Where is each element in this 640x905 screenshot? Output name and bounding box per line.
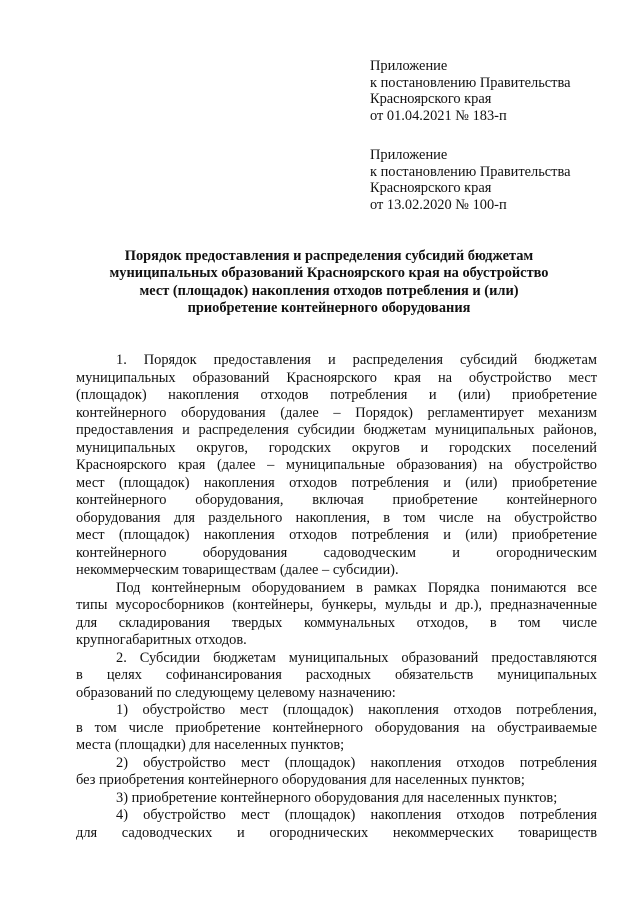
paragraph-3 bbox=[76, 650, 597, 703]
text-line: в том числе приобретение контейнерного оборудования на обустраиваемые bbox=[76, 719, 597, 736]
appendix-region: Красноярского края bbox=[370, 91, 492, 108]
title-line: Порядок предоставления и распределения субсидий бюджетам bbox=[124, 248, 534, 264]
appendix-note-original bbox=[370, 147, 632, 213]
text-line: места (площадки) для населенных пунктов; bbox=[76, 737, 345, 753]
text-line: для садоводческих и огороднических некоммерческих товариществ bbox=[76, 824, 597, 841]
text-line: образований по следующему целевому назначению: bbox=[76, 684, 396, 701]
text-line: контейнерного оборудования, включая приобретение контейнерного bbox=[76, 492, 597, 508]
text-line: муниципальных образований Красноярского края на обустройство мест bbox=[76, 369, 597, 386]
text-line: 1. Порядок предоставления и распределения субсидий бюджетам bbox=[116, 352, 597, 368]
appendix-region: Красноярского края bbox=[370, 180, 492, 197]
document-title bbox=[62, 248, 596, 318]
paragraph-2 bbox=[76, 580, 597, 650]
text-line: некоммерческим товариществам (далее – субсидии). bbox=[76, 562, 399, 578]
text-line: 2. Субсидии бюджетам муниципальных образований предоставляются bbox=[116, 649, 597, 666]
text-line: 2) обустройство мест (площадок) накопления отходов потребления bbox=[116, 754, 597, 771]
text-line: оборудования для раздельного накопления, в том числе на обустройство bbox=[76, 509, 597, 526]
title-line: муниципальных образований Красноярского края на обустройство bbox=[109, 265, 549, 282]
title-line: приобретение контейнерного оборудования bbox=[187, 300, 471, 317]
text-line: для складирования твердых коммунальных отходов, в том числе bbox=[76, 614, 597, 631]
paragraph-1 bbox=[76, 352, 597, 580]
text-line: крупногабаритных отходов. bbox=[76, 632, 247, 648]
paragraph-4 bbox=[76, 702, 597, 755]
text-line: типы мусоросборников (контейнеры, бункеры, мульды и др.), предназначенные bbox=[76, 597, 597, 613]
paragraph-7 bbox=[76, 807, 597, 842]
text-line: Красноярского края (далее – муниципальные образования) на обустройство bbox=[76, 457, 597, 473]
appendix-label: Приложение bbox=[370, 147, 448, 163]
paragraph-6 bbox=[76, 790, 597, 808]
text-line: в целях софинансирования расходных обязательств муниципальных bbox=[76, 667, 597, 683]
paragraph-5 bbox=[76, 755, 597, 790]
appendix-note-current bbox=[370, 58, 632, 124]
text-line: (площадок) накопления отходов потребления и (или) приобретение bbox=[76, 387, 597, 403]
text-line: без приобретения контейнерного оборудования для населенных пунктов; bbox=[76, 772, 525, 788]
text-line: мест (площадок) накопления отходов потребления и (или) приобретение bbox=[76, 527, 597, 543]
text-line: муниципальных округов, городских округов и городских поселений bbox=[76, 439, 597, 456]
appendix-date: от 13.02.2020 № 100-п bbox=[370, 196, 507, 213]
text-line: контейнерного оборудования садоводческим и огородническим bbox=[76, 544, 597, 561]
appendix-label: Приложение bbox=[370, 58, 448, 74]
document-body bbox=[76, 352, 597, 842]
title-line: мест (площадок) накопления отходов потребления и (или) bbox=[139, 282, 519, 299]
text-line: 1) обустройство мест (площадок) накопления отходов потребления, bbox=[116, 702, 597, 718]
text-line: 4) обустройство мест (площадок) накопления отходов потребления bbox=[116, 807, 597, 823]
appendix-ref: к постановлению Правительства bbox=[370, 74, 571, 91]
text-line: контейнерного оборудования (далее – Порядок) регламентирует механизм bbox=[76, 404, 597, 421]
text-line: предоставления и распределения субсидии бюджетам муниципальных районов, bbox=[76, 422, 597, 438]
text-line: Под контейнерным оборудованием в рамках Порядка понимаются все bbox=[116, 579, 597, 596]
appendix-ref: к постановлению Правительства bbox=[370, 163, 571, 180]
appendix-date: от 01.04.2021 № 183-п bbox=[370, 107, 507, 124]
text-line: мест (площадок) накопления отходов потребления и (или) приобретение bbox=[76, 474, 597, 491]
text-line: 3) приобретение контейнерного оборудования для населенных пунктов; bbox=[116, 789, 558, 806]
